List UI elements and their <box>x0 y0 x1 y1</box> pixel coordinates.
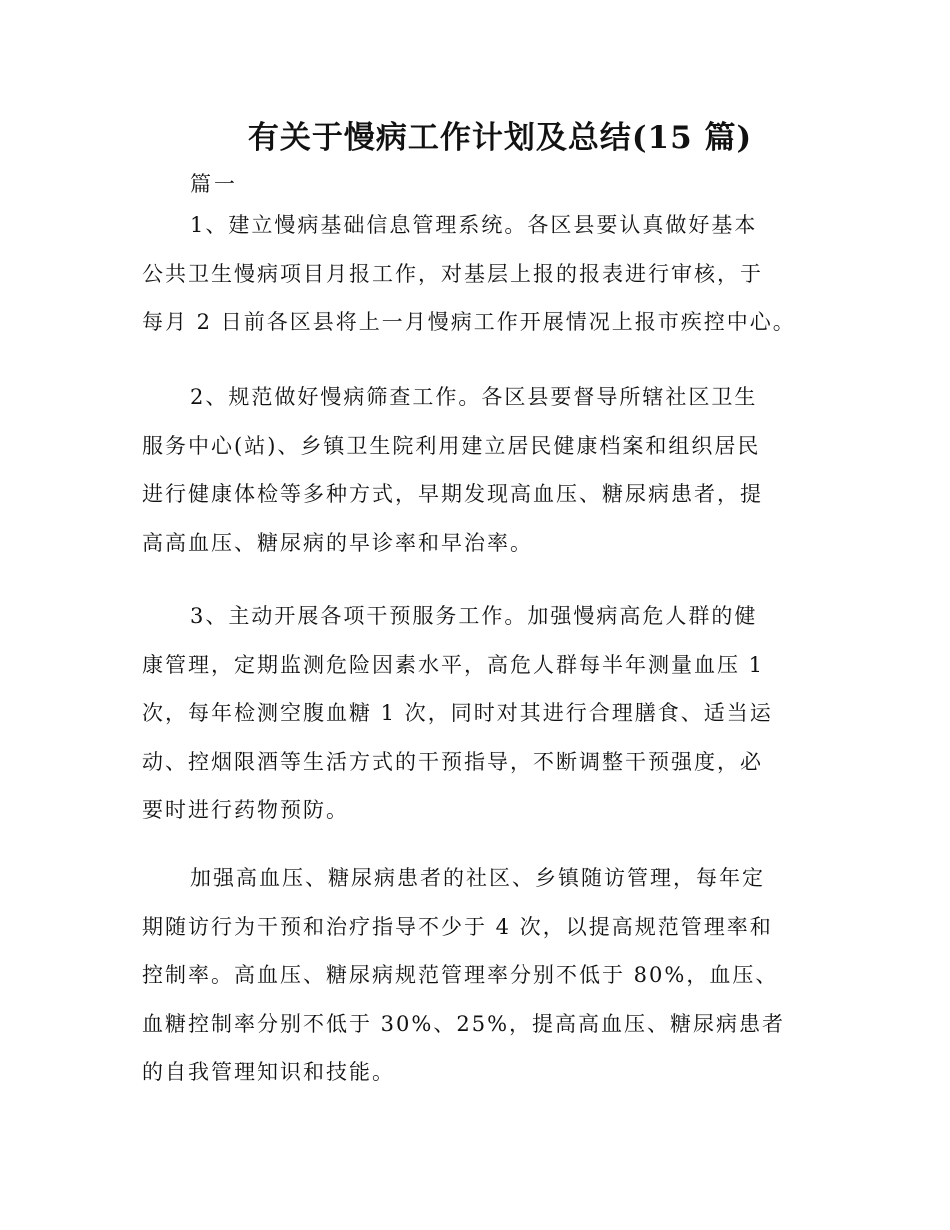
paragraph-2 <box>142 373 822 567</box>
paragraph-line: 期随访行为干预和治疗指导不少于 4 次，以提高规范管理率和 <box>142 914 773 939</box>
paragraph-line: 1、建立慢病基础信息管理系统。各区县要认真做好基本 <box>190 213 758 237</box>
paragraph-line: 进行健康体检等多种方式，早期发现高血压、糖尿病患者，提 <box>142 482 763 507</box>
paragraph-1 <box>142 201 822 347</box>
paragraph-line: 高高血压、糖尿病的早诊率和早治率。 <box>142 530 533 555</box>
paragraph-line: 次，每年检测空腹血糖 1 次，同时对其进行合理膳食、适当运 <box>142 701 773 726</box>
paragraph-line: 3、主动开展各项干预服务工作。加强慢病高危人群的健 <box>190 604 758 628</box>
paragraph-line: 加强高血压、糖尿病患者的社区、乡镇随访管理，每年定 <box>190 866 765 890</box>
paragraph-line: 的自我管理知识和技能。 <box>142 1060 395 1085</box>
paragraph-line: 动、控烟限酒等生活方式的干预指导，不断调整干预强度，必 <box>142 749 763 774</box>
section-heading: 篇一 <box>190 172 238 196</box>
paragraph-line: 控制率。高血压、糖尿病规范管理率分别不低于 80%，血压、 <box>142 963 779 988</box>
paragraph-line: 要时进行药物预防。 <box>142 798 349 823</box>
paragraph-line: 服务中心(站)、乡镇卫生院利用建立居民健康档案和组织居民 <box>142 433 761 458</box>
paragraph-line: 每月 2 日前各区县将上一月慢病工作开展情况上报市疾控中心。 <box>142 310 796 335</box>
document-title: 有关于慢病工作计划及总结(15 篇) <box>247 120 753 156</box>
paragraph-line: 公共卫生慢病项目月报工作，对基层上报的报表进行审核，于 <box>142 261 763 286</box>
paragraph-line: 康管理，定期监测危险因素水平，高危人群每半年测量血压 1 <box>142 652 765 677</box>
paragraph-line: 2、规范做好慢病筛查工作。各区县要督导所辖社区卫生 <box>190 385 758 409</box>
paragraph-3 <box>142 592 822 835</box>
paragraph-line: 血糖控制率分别不低于 30%、25%，提高高血压、糖尿病患者 <box>142 1011 786 1036</box>
paragraph-4 <box>142 854 822 1097</box>
